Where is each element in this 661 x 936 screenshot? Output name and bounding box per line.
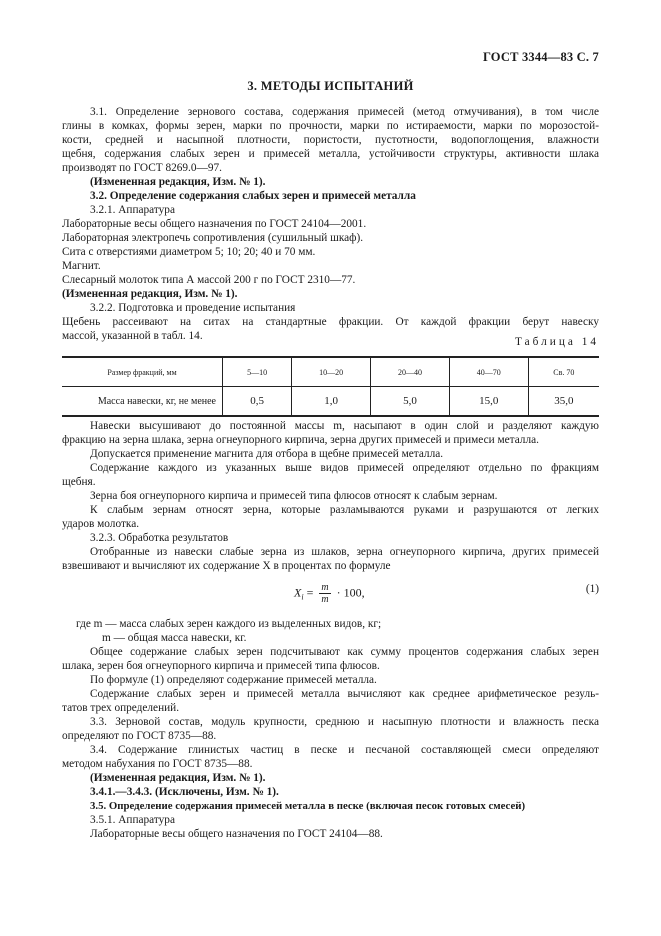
formula-sub: i xyxy=(301,592,304,602)
subsection-3-2-3: 3.2.3. Обработка результатов xyxy=(90,532,229,544)
subsection-3-2-2: 3.2.2. Подготовка и проведение испытания xyxy=(90,302,296,314)
text-line: шлака, зерен боя огнеупорного кирпича и примесей типа флюсов. xyxy=(62,660,380,672)
equipment-item: Магнит. xyxy=(62,260,101,272)
table-header-cell: 20—40 xyxy=(371,357,450,387)
text-line: 3.3. Зерновой состав, модуль крупности, среднюю и насыпную плотности и влажность песка xyxy=(90,716,599,728)
text-line: 3.4. Содержание глинистых частиц в песке и песчаной составляющей смеси определяют xyxy=(90,744,599,756)
text-line: К слабым зернам относят зерна, которые разламываются руками и разрушаются от легких xyxy=(90,504,599,516)
table-header-cell: 10—20 xyxy=(292,357,371,387)
table-row-label: Масса навески, кг, не менее xyxy=(62,387,223,417)
table-cell: 0,5 xyxy=(223,387,292,417)
subsection-3-2-1: 3.2.1. Аппаратура xyxy=(90,204,175,216)
text-line: Содержание слабых зерен и примесей металла вычисляют как среднее арифметическое резуль- xyxy=(90,688,599,700)
formula-numerator: m xyxy=(321,582,329,593)
table-cell: 35,0 xyxy=(528,387,599,417)
text-line: Зерна боя огнеупорного кирпича и примесей типа флюсов относят к слабым зернам. xyxy=(90,490,498,502)
p322-line: Щебень рассеивают на ситах на стандартные фракции. От каждой фракции берут навеску xyxy=(62,316,599,328)
section-3-5-title: 3.5. Определение содержания примесей металла в песке (включая песок готовых смесей) xyxy=(90,800,526,812)
document-header: ГОСТ 3344—83 С. 7 xyxy=(482,50,599,64)
text-line: Лабораторные весы общего назначения по ГОСТ 24104—88. xyxy=(90,828,383,840)
formula-lhs: X xyxy=(294,585,302,600)
section-3-2-title: 3.2. Определение содержания слабых зерен и примесей металла xyxy=(90,190,416,202)
table-caption: Таблица 14 xyxy=(515,336,599,348)
text-line: определяют по ГОСТ 8735—88. xyxy=(62,730,217,742)
table-cell: 1,0 xyxy=(292,387,371,417)
table-header-row xyxy=(62,357,599,387)
revision-note: (Измененная редакция, Изм. № 1). xyxy=(90,176,266,188)
text-line: Допускается применение магнита для отбора в щебне примесей металла. xyxy=(90,448,444,460)
text-line: ударов молотка. xyxy=(62,518,140,530)
where-line: где m — масса слабых зерен каждого из выделенных видов, кг; xyxy=(76,618,382,630)
subsection-3-5-1: 3.5.1. Аппаратура xyxy=(90,814,175,826)
p31-line: щебня, содержания слабых зерен и примесей металла, устойчивости структуры, активности шлака xyxy=(62,148,599,160)
table-header-cell: 40—70 xyxy=(449,357,528,387)
formula-rest: · 100, xyxy=(336,585,365,600)
text-line: фракцию на зерна шлака, зерна огнеупорного кирпича, зерна других примесей и примеси металла. xyxy=(62,434,539,446)
section-title: 3. МЕТОДЫ ИСПЫТАНИЙ xyxy=(247,79,414,93)
equipment-item: Слесарный молоток типа А массой 200 г по ГОСТ 2310—77. xyxy=(62,274,356,286)
p322-line: массой, указанной в табл. 14. xyxy=(62,330,203,342)
text-line: взвешивают и вычисляют их содержание X в процентах по формуле xyxy=(62,560,391,572)
formula-denominator: m xyxy=(321,594,329,605)
text-line: щебня. xyxy=(62,476,96,488)
p31-line: 3.1. Определение зернового состава, содержания примесей (метод отмучивания), в том числе xyxy=(90,106,599,118)
text-line: татов трех определений. xyxy=(62,702,180,714)
equipment-item: Сита с отверстиями диаметром 5; 10; 20; 40 и 70 мм. xyxy=(62,246,316,258)
equation-number: (1) xyxy=(585,583,599,595)
text-line: методом набухания по ГОСТ 8735—88. xyxy=(62,758,253,770)
formula-fraction xyxy=(319,582,330,605)
equipment-item: Лабораторная электропечь сопротивления (сушильный шкаф). xyxy=(62,232,364,244)
text-line: По формуле (1) определяют содержание примесей металла. xyxy=(90,674,377,686)
table-header-cell: Размер фракций, мм xyxy=(62,357,223,387)
text-line: Общее содержание слабых зерен подсчитывают как сумму процентов содержания слабых зерен xyxy=(90,646,599,658)
revision-note: (Измененная редакция, Изм. № 1). xyxy=(62,288,238,300)
table-header-cell: 5—10 xyxy=(223,357,292,387)
text-line: Навески высушивают до постоянной массы m, насыпают в один слой и разделяют каждую xyxy=(90,420,599,432)
table-header-cell: Св. 70 xyxy=(528,357,599,387)
p31-line: кости, средней и насыпной плотности, пористости, пустотности, водопоглощения, влажности xyxy=(62,134,599,146)
table-row xyxy=(62,387,599,417)
revision-note: (Измененная редакция, Изм. № 1). xyxy=(90,772,266,784)
excluded-note: 3.4.1.—3.4.3. (Исключены, Изм. № 1). xyxy=(90,786,279,798)
document-page xyxy=(62,0,599,936)
p31-line: глины в комках, формы зерен, марки по прочности, марки по истираемости, марки по морозостой- xyxy=(62,120,599,132)
equipment-item: Лабораторные весы общего назначения по ГОСТ 24104—2001. xyxy=(62,218,367,230)
text-line: Отобранные из навески слабые зерна из шлаков, зерна огнеупорного кирпича, других примесей xyxy=(90,546,599,558)
table-cell: 5,0 xyxy=(371,387,450,417)
where-line: m — общая масса навески, кг. xyxy=(102,632,247,644)
p31-line: производят по ГОСТ 8269.0—97. xyxy=(62,162,222,174)
table-cell: 15,0 xyxy=(449,387,528,417)
fraction-table xyxy=(62,356,599,417)
formula: $X_i$ = $\frac{m}{m}$ · 100, xyxy=(294,582,365,605)
text-line: Содержание каждого из указанных выше видов примесей определяют отдельно по фракциям xyxy=(90,462,599,474)
